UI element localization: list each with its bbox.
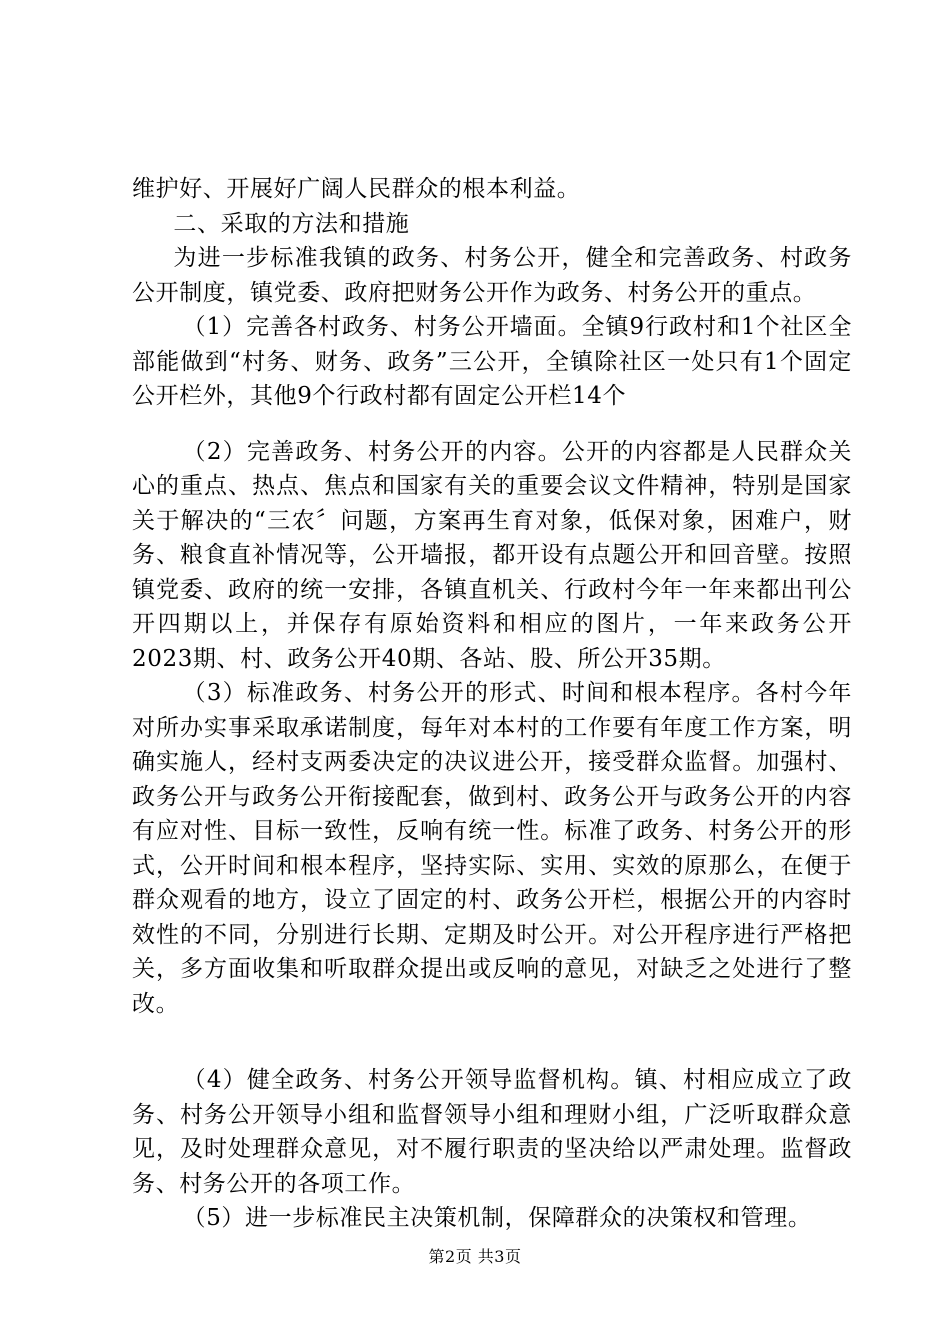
paragraph-overview: 为进一步标准我镇的政务、村务公开，健全和完善政务、村政务公开制度，镇党委、政府把财务公开作为政务、村务公开的重点。 — [132, 245, 852, 306]
paragraph-item-5: （5）进一步标准民主决策机制，保障群众的决策权和管理。 — [182, 1205, 812, 1231]
paragraph-intro-tail: 维护好、开展好广阔人民群众的根本利益。 — [132, 176, 581, 202]
paragraph-item-3: （3）标准政务、村务公开的形式、时间和根本程序。各村今年对所办实事采取承诺制度，每年对本村的工作要有年度工作方案，明确实施人，经村支两委决定的决议进公开，接受群众监督。加强村、政务公开与政务公开衔接配套，做到村、政务公开与政务公开的内容有应对性、目标一致性，反响有统一性。标准了政务、村务公开的形式，公开时间和根本程序，坚持实际、实用、实效的原那么，在便于群众观看的地方，设立了固定的村、政务公开栏，根据公开的内容时效性的不同，分别进行长期、定期及时公开。对公开程序进行严格把关，多方面收集和听取群众提出或反响的意见，对缺乏之处进行了整改。 — [132, 680, 852, 1017]
paragraph-item-4: （4）健全政务、村务公开领导监督机构。镇、村相应成立了政务、村务公开领导小组和监督领导小组和理财小组，广泛听取群众意见，及时处理群众意见，对不履行职责的坚决给以严肃处理。监督政务、村务公开的各项工作。 — [132, 1067, 852, 1197]
document-body — [132, 172, 852, 1236]
page-indicator: 第2页 共3页 — [428, 1247, 522, 1266]
section-heading-methods: 二、采取的方法和措施 — [173, 210, 410, 237]
paragraph-item-1: （1）完善各村政务、村务公开墙面。全镇9行政村和1个社区全部能做到“村务、财务、政务”三公开，全镇除社区一处只有1个固定公开栏外，其他9个行政村都有固定公开栏14个 — [132, 314, 852, 409]
page-footer — [0, 1244, 950, 1267]
paragraph-item-2: （2）完善政务、村务公开的内容。公开的内容都是人民群众关心的重点、热点、焦点和国家有关的重要会议文件精神，特别是国家关于解决的“三农〞问题，方案再生育对象，低保对象，困难户，财务、粮食直补情况等，公开墙报，都开设有点题公开和回音壁。按照镇党委、政府的统一安排，各镇直机关、行政村今年一年来都出刊公开四期以上，并保存有原始资料和相应的图片，一年来政务公开2023期、村、政务公开40期、各站、股、所公开35期。 — [132, 438, 852, 672]
